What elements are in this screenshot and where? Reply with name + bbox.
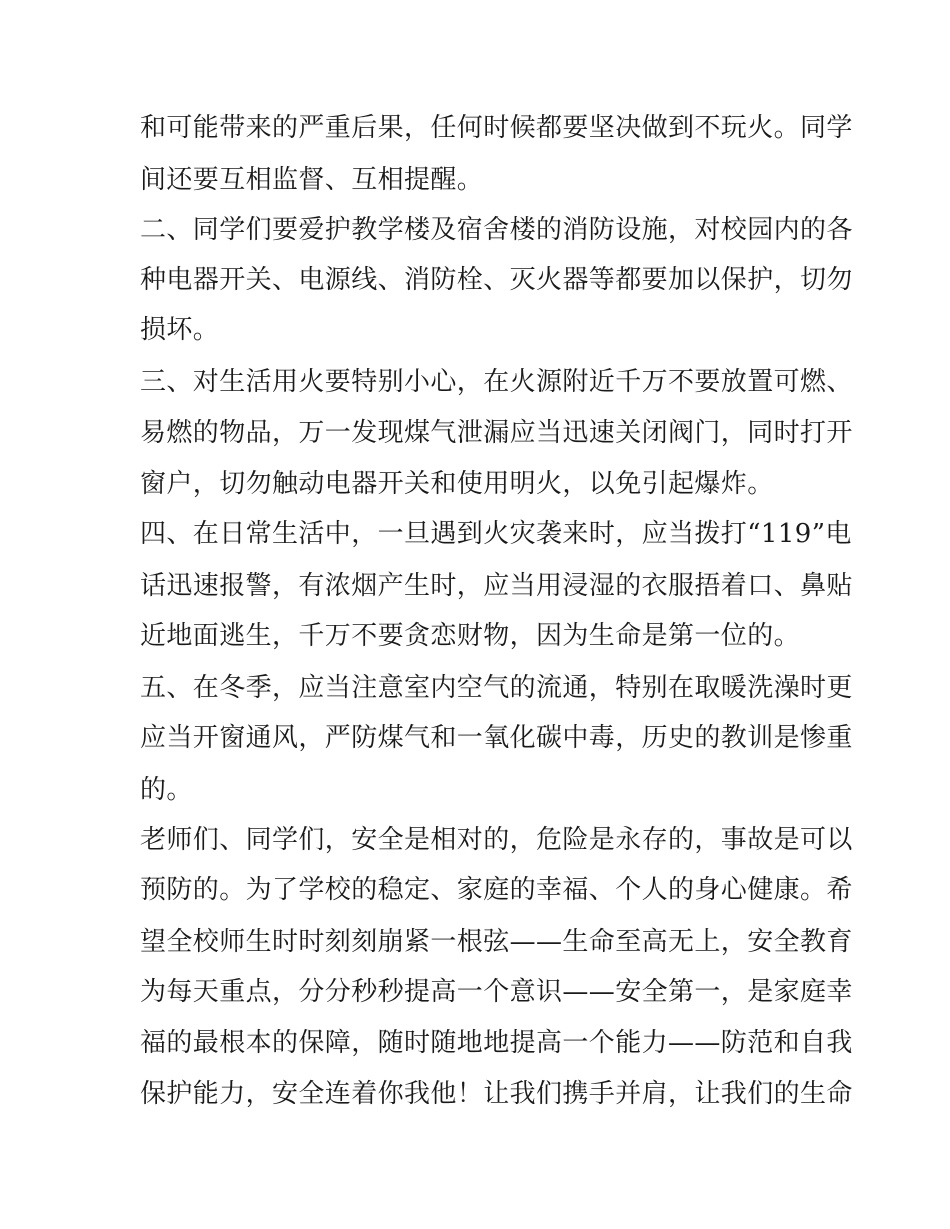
text-line: 种电器开关、电源线、消防栓、灭火器等都要加以保护，切勿: [140, 265, 853, 295]
text-line: 近地面逃生，千万不要贪恋财物，因为生命是第一位的。: [140, 621, 801, 651]
text-line: 二、同学们要爱护教学楼及宿舍楼的消防设施，对校园内的各: [140, 215, 853, 245]
text-line: 应当开窗通风，严防煤气和一氧化碳中毒，历史的教训是惨重: [140, 723, 853, 753]
text-line: 间还要互相监督、互相提醒。: [140, 165, 484, 195]
text-line: 保护能力，安全连着你我他！让我们携手并肩，让我们的生命: [140, 1079, 853, 1109]
text-line: 望全校师生时时刻刻崩紧一根弦——生命至高无上，安全教育: [140, 927, 853, 957]
text-line: 三、对生活用火要特别小心，在火源附近千万不要放置可燃、: [140, 367, 853, 397]
text-line: 为每天重点，分分秒秒提高一个意识——安全第一，是家庭幸: [140, 977, 853, 1007]
text-line: 福的最根本的保障，随时随地地提高一个能力——防范和自我: [140, 1028, 853, 1058]
text-line: 预防的。为了学校的稳定、家庭的幸福、个人的身心健康。希: [140, 875, 853, 905]
text-line: 五、在冬季，应当注意室内空气的流通，特别在取暖洗澡时更: [140, 673, 853, 703]
text-line: 损坏。: [140, 315, 220, 345]
text-line: 话迅速报警，有浓烟产生时，应当用浸湿的衣服捂着口、鼻贴: [140, 571, 853, 601]
text-line: 老师们、同学们，安全是相对的，危险是永存的，事故是可以: [140, 825, 853, 855]
text-line: 和可能带来的严重后果，任何时候都要坚决做到不玩火。同学: [140, 113, 853, 143]
text-line: 易燃的物品，万一发现煤气泄漏应当迅速关闭阀门，同时打开: [140, 418, 853, 448]
text-line: 的。: [140, 775, 193, 805]
text-line: 四、在日常生活中，一旦遇到火灾袭来时，应当拨打“119”电: [140, 519, 852, 549]
text-line: 窗户，切勿触动电器开关和使用明火，以免引起爆炸。: [140, 469, 774, 499]
